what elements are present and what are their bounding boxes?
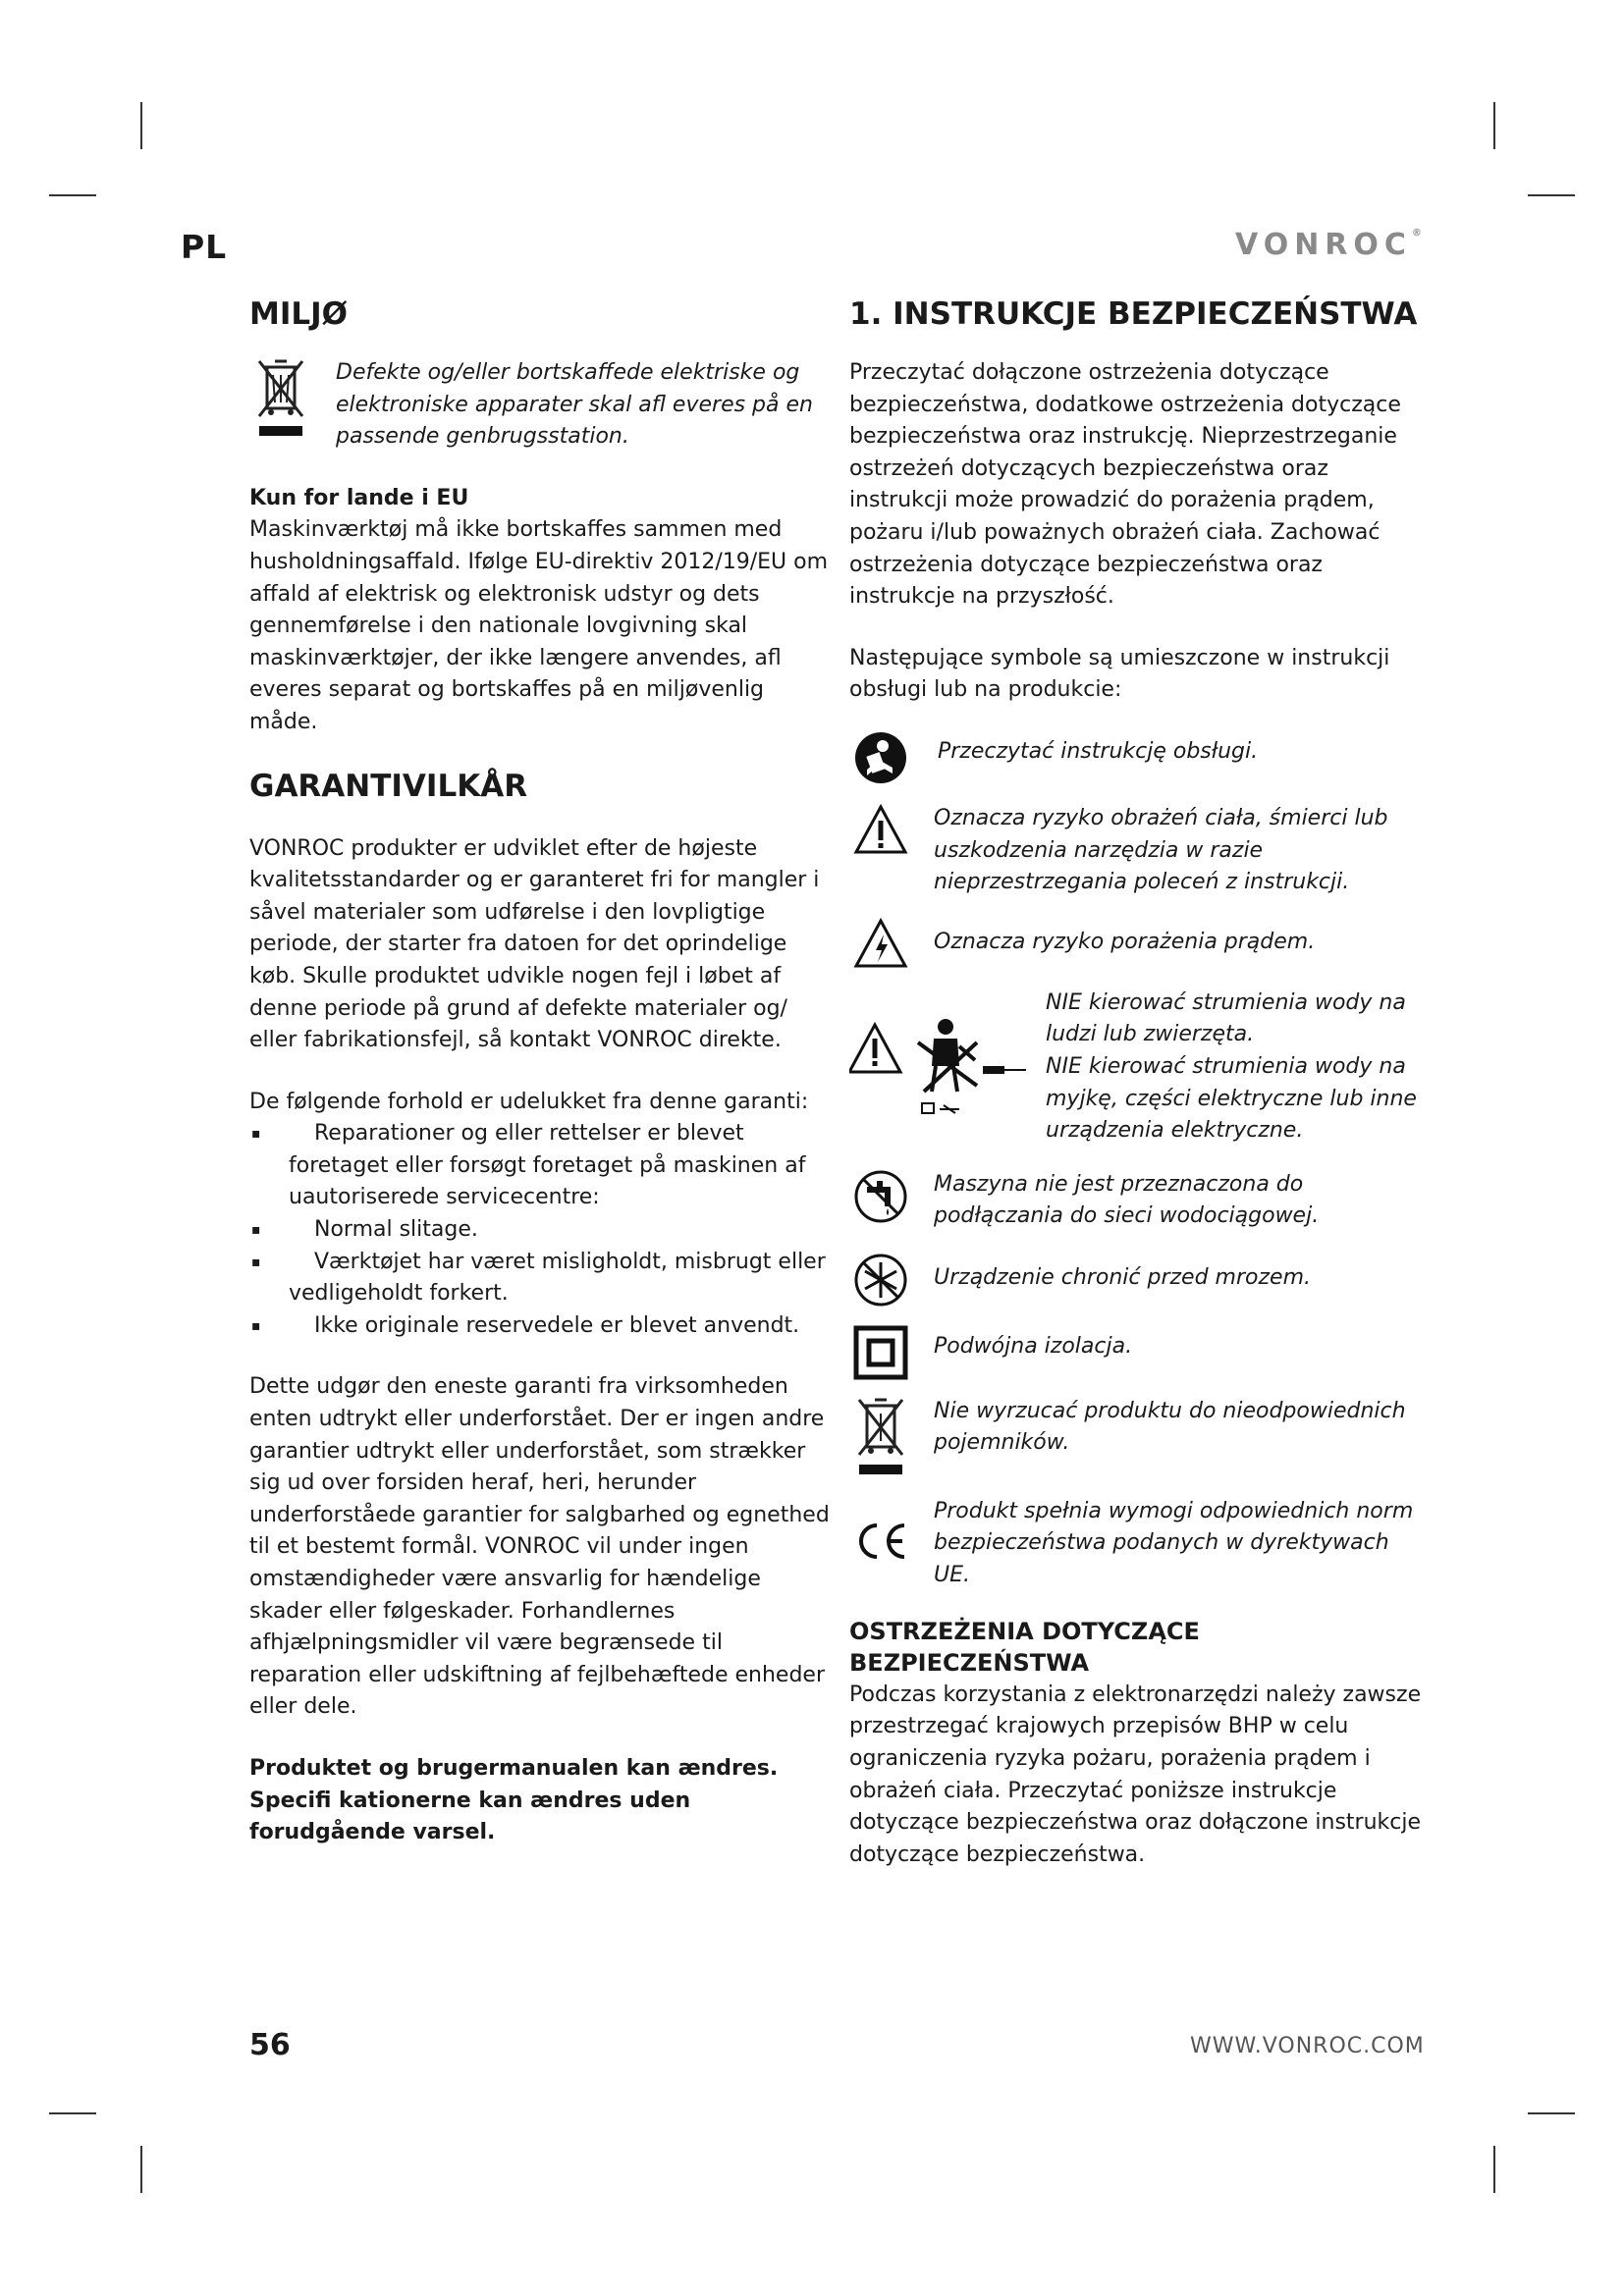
crop-mark [1493, 102, 1495, 149]
symbol-text: NIE kierować strumienia wody na ludzi lub zwierzęta. [1046, 989, 1406, 1047]
crop-mark [140, 2146, 142, 2193]
list-item-cont: vedligeholdt forkert. [289, 1281, 509, 1307]
weee-bin-icon [249, 357, 312, 440]
left-column [249, 294, 839, 1849]
change-note: Produktet og brugermanualen kan ændres. Specifi kationerne kan ændres uden forudgående varsel. [249, 1755, 779, 1845]
symbol-text: Oznacza ryzyko obrażeń ciała, śmierci lub uszkodzenia narzędzia w razie nieprzestrzegania poleceń z instrukcji. [934, 805, 1388, 895]
weee-bin-icon [849, 1396, 912, 1478]
symbol-text: Produkt spełnia wymogi odpowiednich norm bezpieczeństwa podanych w dyrektywach UE. [934, 1498, 1414, 1588]
crop-mark [49, 194, 96, 196]
crop-mark [1528, 194, 1575, 196]
garanti-heading: GARANTIVILKÅR [249, 768, 528, 804]
crop-mark [49, 2112, 96, 2114]
symbol-text: NIE kierować strumienia wody na myjkę, części elektryczne lub inne urządzenia elektryczne. [1046, 1053, 1417, 1144]
eu-text: Maskinværktøj må ikke bortskaffes sammen med husholdningsaffald. Ifølge EU-direktiv 2012/19/EU om affald af elektrisk og elektronisk udstyr og dets gennemførelse i den nationale lovgivning skal maskinværktøjer, der ikke længere anvendes, afl everes separat og bortskaffes på en miljøvenlig måde. [249, 517, 829, 734]
symbol-row [849, 988, 1429, 1148]
symbol-row [849, 917, 1429, 972]
safety-intro: Przeczytać dołączone ostrzeżenia dotyczące bezpieczeństwa, dodatkowe ostrzeżenia dotyczące bezpieczeństwa oraz instrukcję. Nieprzestrzeganie ostrzeżeń dotyczących bezpieczeństwa oraz instrukcji może prowadzić do porażenia prądem, pożaru i/lub poważnych obrażeń ciała. Zachować ostrzeżenia dotyczące bezpieczeństwa oraz instrukcje na przyszłość. [849, 360, 1401, 610]
garanti-text: VONROC produkter er udviklet efter de højeste kvalitetsstandarder og er garanteret fri for mangler i såvel materialer som udførelse i den lovpligtige periode, der starter fra datoen for det oprindelige køb. Skulle produktet udvikle nogen fejl i løbet af denne periode på grund af defekte materialer og/ eller fabrikationsfejl, så kontakt VONROC direkte. [249, 835, 820, 1053]
no-water-mains-icon [849, 1169, 912, 1224]
warning-triangle-icon [849, 803, 912, 858]
symbol-row [849, 1169, 1429, 1233]
symbol-text: Maszyna nie jest przeznaczona do podłączania do sieci wodociągowej. [934, 1171, 1320, 1229]
language-code: PL [181, 228, 228, 266]
symbol-text: Podwójna izolacja. [934, 1333, 1133, 1359]
ce-mark-icon [849, 1496, 912, 1561]
symbol-row [849, 1253, 1429, 1308]
list-item: ▪ Værktøjet har været misligholdt, misbrugt eller [249, 1247, 839, 1279]
only-warranty-text: Dette udgør den eneste garanti fra virksomheden enten udtrykt eller underforstået. Der er ingen andre garantier udtrykt eller underforstået, som strækker sig ud over forsiden heraf, heri, herunder underforståede garantier for salgbarhed og egnethed til et bestemt formål. VONROC vil under ingen omstændigheder være ansvarlig for hændelige skader eller følgeskader. Forhandlernes afhjælpningsmidler vil være begrænsede til reparation eller udskiftning af fejlbehæftede enheder eller dele. [249, 1374, 830, 1720]
symbol-row [849, 730, 1429, 785]
right-column [849, 294, 1429, 1871]
crop-mark [140, 102, 142, 149]
list-item: ▪ Normal slitage. [249, 1214, 839, 1247]
page-number: 56 [249, 2028, 291, 2062]
crop-mark [1493, 2146, 1495, 2193]
brand-logo: VONROC® [1235, 228, 1422, 262]
symbols-intro: Następujące symbole są umieszczone w instrukcji obsługi lub na produkcie: [849, 645, 1390, 703]
frost-protect-icon [849, 1253, 912, 1308]
exclusions-list [249, 1118, 839, 1342]
safety-heading: 1. INSTRUKCJE BEZPIECZEŃSTWA [849, 296, 1418, 332]
electric-shock-icon [849, 917, 912, 972]
crop-mark [1528, 2112, 1575, 2114]
symbol-text: Urządzenie chronić przed mrozem. [934, 1264, 1311, 1290]
no-spray-people-icon [849, 988, 1046, 1125]
double-insulation-icon [849, 1325, 912, 1380]
eu-heading: Kun for lande i EU [249, 485, 469, 510]
exclusions-intro: De følgende forhold er udelukket fra denne garanti: [249, 1089, 809, 1114]
symbol-row [849, 1396, 1429, 1478]
list-item-cont: foretaget eller forsøgt foretaget på maskinen af uautoriserede servicecentre: [289, 1152, 806, 1210]
symbol-text: Przeczytać instrukcję obsługi. [938, 738, 1259, 764]
symbol-row [849, 803, 1429, 899]
symbol-row [849, 1496, 1429, 1592]
symbol-text: Oznacza ryzyko porażenia prądem. [934, 929, 1316, 954]
list-item: ▪ Ikke originale reservedele er blevet anvendt. [249, 1310, 839, 1343]
warnings-text: Podczas korzystania z elektronarzędzi należy zawsze przestrzegać krajowych przepisów BHP w celu ograniczenia ryzyka pożaru, porażenia prądem i obrażeń ciała. Przeczytać poniższe instrukcje dotyczące bezpieczeństwa oraz dołączone instrukcje dotyczące bezpieczeństwa. [849, 1682, 1422, 1867]
symbol-row [849, 1325, 1429, 1380]
website-url: WWW.VONROC.COM [1190, 2034, 1425, 2058]
weee-notice [249, 357, 839, 454]
weee-notice-text: Defekte og/eller bortskaffede elektriske og elektroniske apparater skal afl everes på en passende genbrugsstation. [336, 360, 813, 450]
read-manual-icon [849, 730, 912, 785]
miljo-heading: MILJØ [249, 296, 349, 332]
symbol-text: Nie wyrzucać produktu do nieodpowiednich pojemników. [934, 1398, 1406, 1456]
warnings-heading: OSTRZEŻENIA DOTYCZĄCE BEZPIECZEŃSTWA [849, 1617, 1200, 1678]
list-item: ▪ Reparationer og eller rettelser er blevet [249, 1118, 839, 1150]
